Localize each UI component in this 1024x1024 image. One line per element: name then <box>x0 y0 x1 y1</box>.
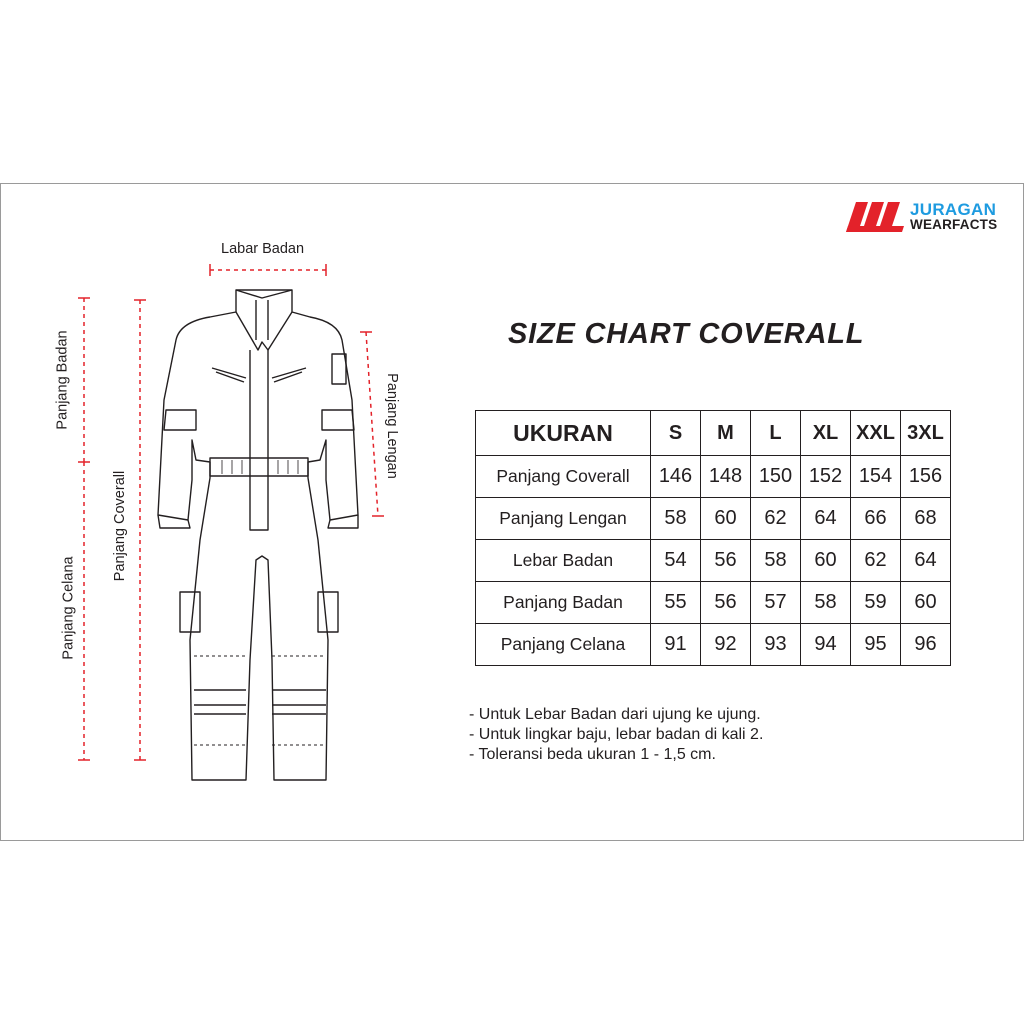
table-cell: 148 <box>701 456 751 498</box>
table-cell: 60 <box>901 582 951 624</box>
table-cell: 68 <box>901 498 951 540</box>
header-ukuran: UKURAN <box>476 411 651 456</box>
size-header: S <box>651 411 701 456</box>
row-label: Panjang Celana <box>476 624 651 666</box>
table-cell: 94 <box>801 624 851 666</box>
table-cell: 54 <box>651 540 701 582</box>
table-cell: 60 <box>801 540 851 582</box>
row-label: Panjang Lengan <box>476 498 651 540</box>
table-cell: 156 <box>901 456 951 498</box>
note-line: - Untuk Lebar Badan dari ujung ke ujung. <box>469 706 761 723</box>
table-cell: 58 <box>651 498 701 540</box>
table-cell: 58 <box>751 540 801 582</box>
table-cell: 154 <box>851 456 901 498</box>
row-label: Panjang Coverall <box>476 456 651 498</box>
table-cell: 96 <box>901 624 951 666</box>
table-cell: 56 <box>701 540 751 582</box>
note-line: - Untuk lingkar baju, lebar badan di kali 2. <box>469 726 764 743</box>
note-line: - Toleransi beda ukuran 1 - 1,5 cm. <box>469 746 716 763</box>
table-cell: 146 <box>651 456 701 498</box>
table-cell: 93 <box>751 624 801 666</box>
label-lebar-badan: Labar Badan <box>221 241 305 257</box>
table-cell: 64 <box>801 498 851 540</box>
coverall-outline <box>158 290 358 780</box>
table-cell: 57 <box>751 582 801 624</box>
table-cell: 64 <box>901 540 951 582</box>
brand-name-bottom: WEARFACTS <box>910 217 998 232</box>
row-label: Panjang Badan <box>476 582 651 624</box>
table-cell: 95 <box>851 624 901 666</box>
label-panjang-celana: Panjang Celana <box>60 556 77 660</box>
table-cell: 62 <box>851 540 901 582</box>
table-cell: 150 <box>751 456 801 498</box>
table-cell: 91 <box>651 624 701 666</box>
row-label: Lebar Badan <box>476 540 651 582</box>
size-header: XXL <box>851 411 901 456</box>
size-header: L <box>751 411 801 456</box>
table-cell: 152 <box>801 456 851 498</box>
label-panjang-badan: Panjang Badan <box>54 330 71 430</box>
table-cell: 66 <box>851 498 901 540</box>
table-cell: 60 <box>701 498 751 540</box>
brand-name-top: JURAGAN <box>910 200 997 219</box>
table-cell: 55 <box>651 582 701 624</box>
page-title: SIZE CHART COVERALL <box>508 318 865 350</box>
size-header: 3XL <box>901 411 951 456</box>
table-cell: 92 <box>701 624 751 666</box>
table-cell: 62 <box>751 498 801 540</box>
table-cell: 56 <box>701 582 751 624</box>
size-header: XL <box>801 411 851 456</box>
label-panjang-coverall: Panjang Coverall <box>112 470 129 582</box>
table-cell: 59 <box>851 582 901 624</box>
size-header: M <box>701 411 751 456</box>
label-panjang-lengan: Panjang Lengan <box>383 373 400 479</box>
table-cell: 58 <box>801 582 851 624</box>
